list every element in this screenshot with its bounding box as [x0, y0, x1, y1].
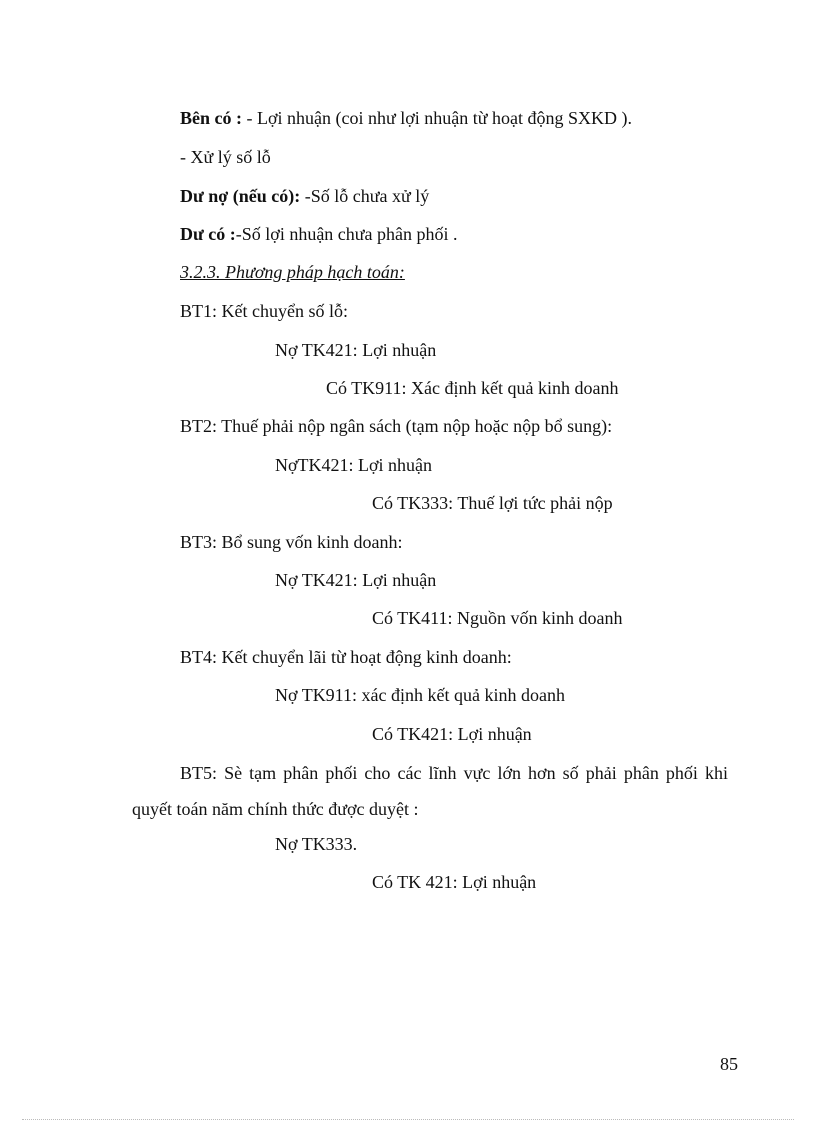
- ben-co-text: - Lợi nhuận (coi như lợi nhuận từ hoạt động SXKD ).: [242, 108, 632, 128]
- du-co-text: -Số lợi nhuận chưa phân phối .: [235, 224, 458, 244]
- bt4-credit-line: Có TK421: Lợi nhuận: [372, 724, 532, 744]
- footer-divider: [22, 1119, 794, 1120]
- du-no-text: -Số lỗ chưa xử lý: [300, 186, 430, 206]
- bt2-credit-line: Có TK333: Thuế lợi tức phải nộp: [372, 493, 613, 513]
- bt3-debit-line: Nợ TK421: Lợi nhuận: [275, 570, 437, 590]
- du-no-label: Dư nợ (nếu có):: [180, 186, 301, 206]
- ben-co-label: Bên có :: [180, 108, 242, 128]
- bt1-credit-line: Có TK911: Xác định kết quả kinh doanh: [326, 378, 619, 398]
- section-heading: 3.2.3. Phương pháp hạch toán:: [180, 262, 405, 282]
- du-co-label: Dư có :: [180, 224, 236, 244]
- bt5-line-1: BT5: Sè tạm phân phối cho các lĩnh vực lớn hơn số phải phân phối khi: [180, 763, 728, 783]
- xu-ly-line: - Xử lý số lỗ: [180, 147, 271, 167]
- bt5-credit-line: Có TK 421: Lợi nhuận: [372, 872, 537, 892]
- bt3-credit-line: Có TK411: Nguồn vốn kinh doanh: [372, 608, 623, 628]
- bt2-debit-line: NợTK421: Lợi nhuận: [275, 455, 433, 475]
- du-co-line: [180, 222, 458, 246]
- bt5-line-2: quyết toán năm chính thức được duyệt :: [132, 799, 419, 819]
- du-no-line: [180, 184, 429, 208]
- bt4-debit-line: Nợ TK911: xác định kết quả kinh doanh: [275, 685, 565, 705]
- bt3-line: BT3: Bổ sung vốn kinh doanh:: [180, 532, 403, 552]
- page-number: 85: [720, 1054, 738, 1074]
- bt5-debit-line: Nợ TK333.: [275, 834, 358, 854]
- ben-co-line: [180, 106, 632, 130]
- bt1-line: BT1: Kết chuyển số lỗ:: [180, 301, 348, 321]
- bt4-line: BT4: Kết chuyển lãi từ hoạt động kinh doanh:: [180, 647, 512, 667]
- bt1-debit-line: Nợ TK421: Lợi nhuận: [275, 340, 437, 360]
- bt2-line: BT2: Thuế phải nộp ngân sách (tạm nộp hoặc nộp bổ sung):: [180, 416, 613, 436]
